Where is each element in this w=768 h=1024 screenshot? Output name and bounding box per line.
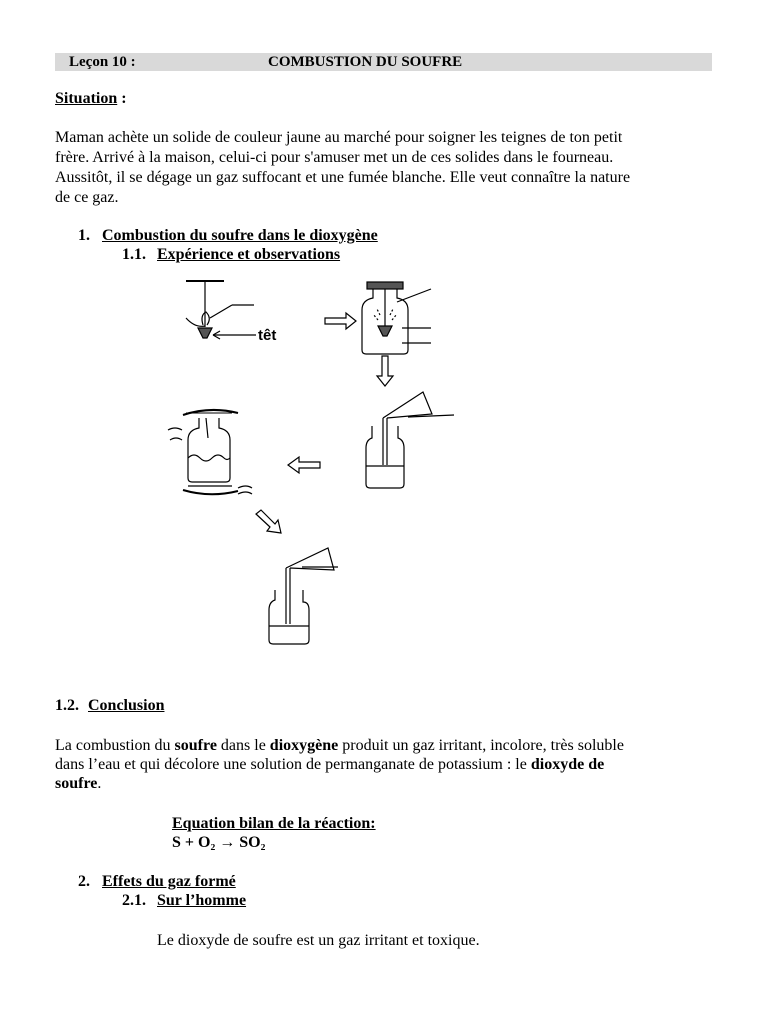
section-2-1-heading: Sur l’homme — [157, 892, 247, 909]
section-1-1-number: 1.1. — [122, 246, 146, 263]
jar-with-flame-icon — [362, 282, 431, 354]
section-1-1-heading: Expérience et observations — [157, 246, 341, 263]
situation-line-3: Aussitôt, il se dégage un gaz suffocant et une fumée blanche. Elle veut connaître la nature — [55, 169, 631, 186]
combustion-spoon-icon — [186, 281, 254, 338]
final-jar-icon — [269, 548, 338, 644]
conclusion-line-2: dans l’eau et qui décolore une solution de permanganate de potassium : le dioxyde de — [55, 756, 605, 773]
section-1-2-number: 1.2. — [55, 697, 79, 714]
situation-line-1: Maman achète un solide de couleur jaune au marché pour soigner les teignes de ton petit — [55, 129, 623, 146]
lesson-number: Leçon 10 : — [69, 54, 136, 70]
conclusion-line-3: soufre. — [55, 775, 102, 792]
shaken-jar-icon — [168, 410, 252, 494]
section-2-1-number: 2.1. — [122, 892, 146, 909]
section-1-heading: Combustion du soufre dans le dioxygène — [102, 227, 378, 244]
conclusion-line-1: La combustion du soufre dans le dioxygène produit un gaz irritant, incolore, très soluble — [55, 737, 624, 754]
lesson-title: COMBUSTION DU SOUFRE — [268, 54, 463, 70]
situation-line-4: de ce gaz. — [55, 189, 119, 206]
jar-with-tube-icon — [366, 392, 454, 488]
equation-formula: S + O₂ → SO₂ — [172, 834, 266, 851]
arrow-down-icon — [377, 356, 393, 386]
section-2-1-text: Le dioxyde de soufre est un gaz irritant et toxique. — [157, 932, 480, 949]
arrow-right-icon — [325, 313, 356, 329]
arrow-diagonal-icon — [256, 510, 281, 533]
section-2-number: 2. — [78, 873, 90, 890]
equation-heading: Equation bilan de la réaction: — [172, 815, 376, 832]
tet-label: têt — [258, 327, 277, 344]
arrow-left-icon — [288, 457, 320, 473]
tet-label-arrow-icon — [213, 331, 256, 339]
section-2-heading: Effets du gaz formé — [102, 873, 236, 890]
section-1-number: 1. — [78, 227, 90, 244]
section-1-2-heading: Conclusion — [88, 697, 165, 714]
situation-heading: Situation : — [55, 90, 127, 107]
situation-line-2: frère. Arrivé à la maison, celui-ci pour s'amuser met un de ces solides dans le fourneau. — [55, 149, 614, 166]
